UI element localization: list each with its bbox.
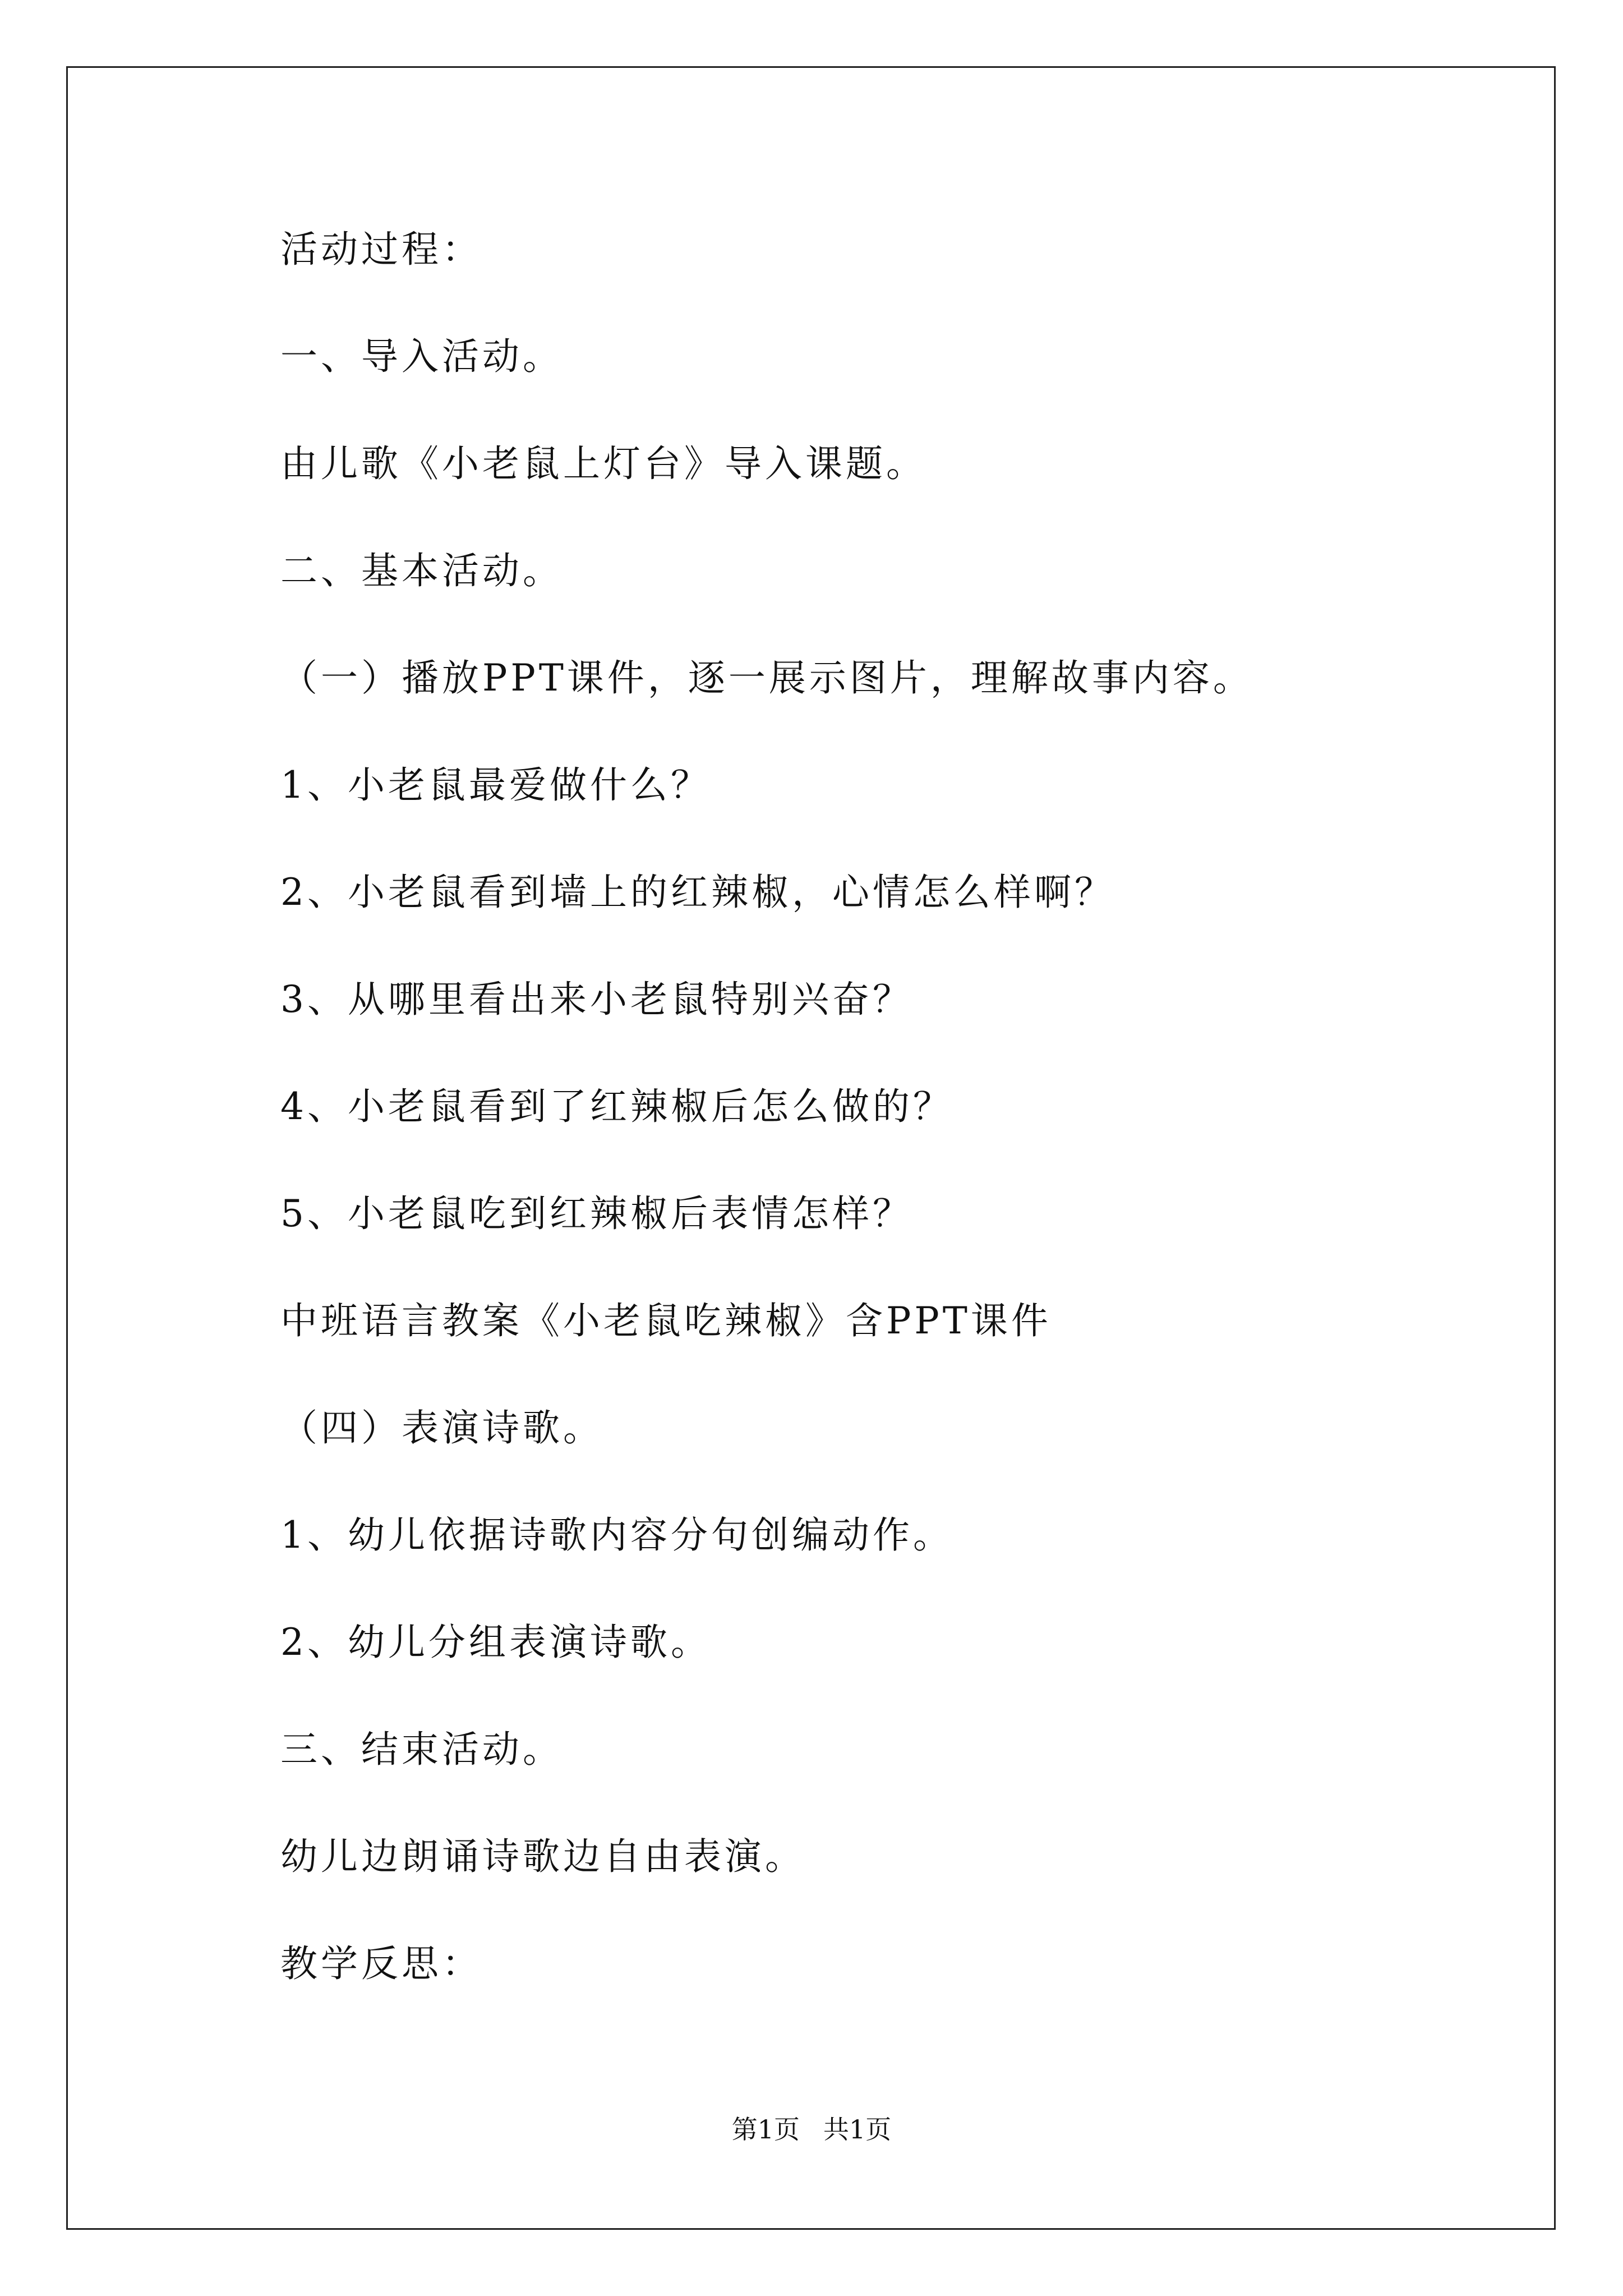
page-footer [0, 2114, 1623, 2145]
text-line: 活动过程： [280, 228, 482, 271]
text-line: 1、小老鼠最爱做什么？ [280, 763, 711, 807]
text-line: 2、幼儿分组表演诗歌。 [280, 1621, 711, 1664]
text-line: 一、导入活动。 [280, 335, 563, 378]
text-line: 三、结束活动。 [280, 1728, 563, 1771]
text-line: 4、小老鼠看到了红辣椒后怎么做的？ [280, 1085, 953, 1128]
text-line: 由儿歌《小老鼠上灯台》导入课题。 [280, 442, 926, 485]
page-number-current: 第1页 [731, 2114, 800, 2145]
text-line: （一）播放PPT课件，逐一展示图片，理解故事内容。 [280, 656, 1253, 700]
text-line: 2、小老鼠看到墙上的红辣椒，心情怎么样啊？ [280, 871, 1115, 914]
text-line: 中班语言教案《小老鼠吃辣椒》含PPT课件 [280, 1299, 1052, 1342]
page-border [66, 66, 1556, 2230]
page-number-total: 共1页 [823, 2114, 892, 2145]
text-line: 教学反思： [280, 1942, 482, 1985]
text-line: 幼儿边朗诵诗歌边自由表演。 [280, 1835, 805, 1878]
text-line: 5、小老鼠吃到红辣椒后表情怎样？ [280, 1192, 913, 1235]
text-line: 二、基本活动。 [280, 549, 563, 592]
text-line: 3、从哪里看出来小老鼠特别兴奋？ [280, 978, 913, 1021]
text-line: 1、幼儿依据诗歌内容分句创编动作。 [280, 1513, 953, 1557]
text-line: （四）表演诗歌。 [280, 1406, 603, 1450]
